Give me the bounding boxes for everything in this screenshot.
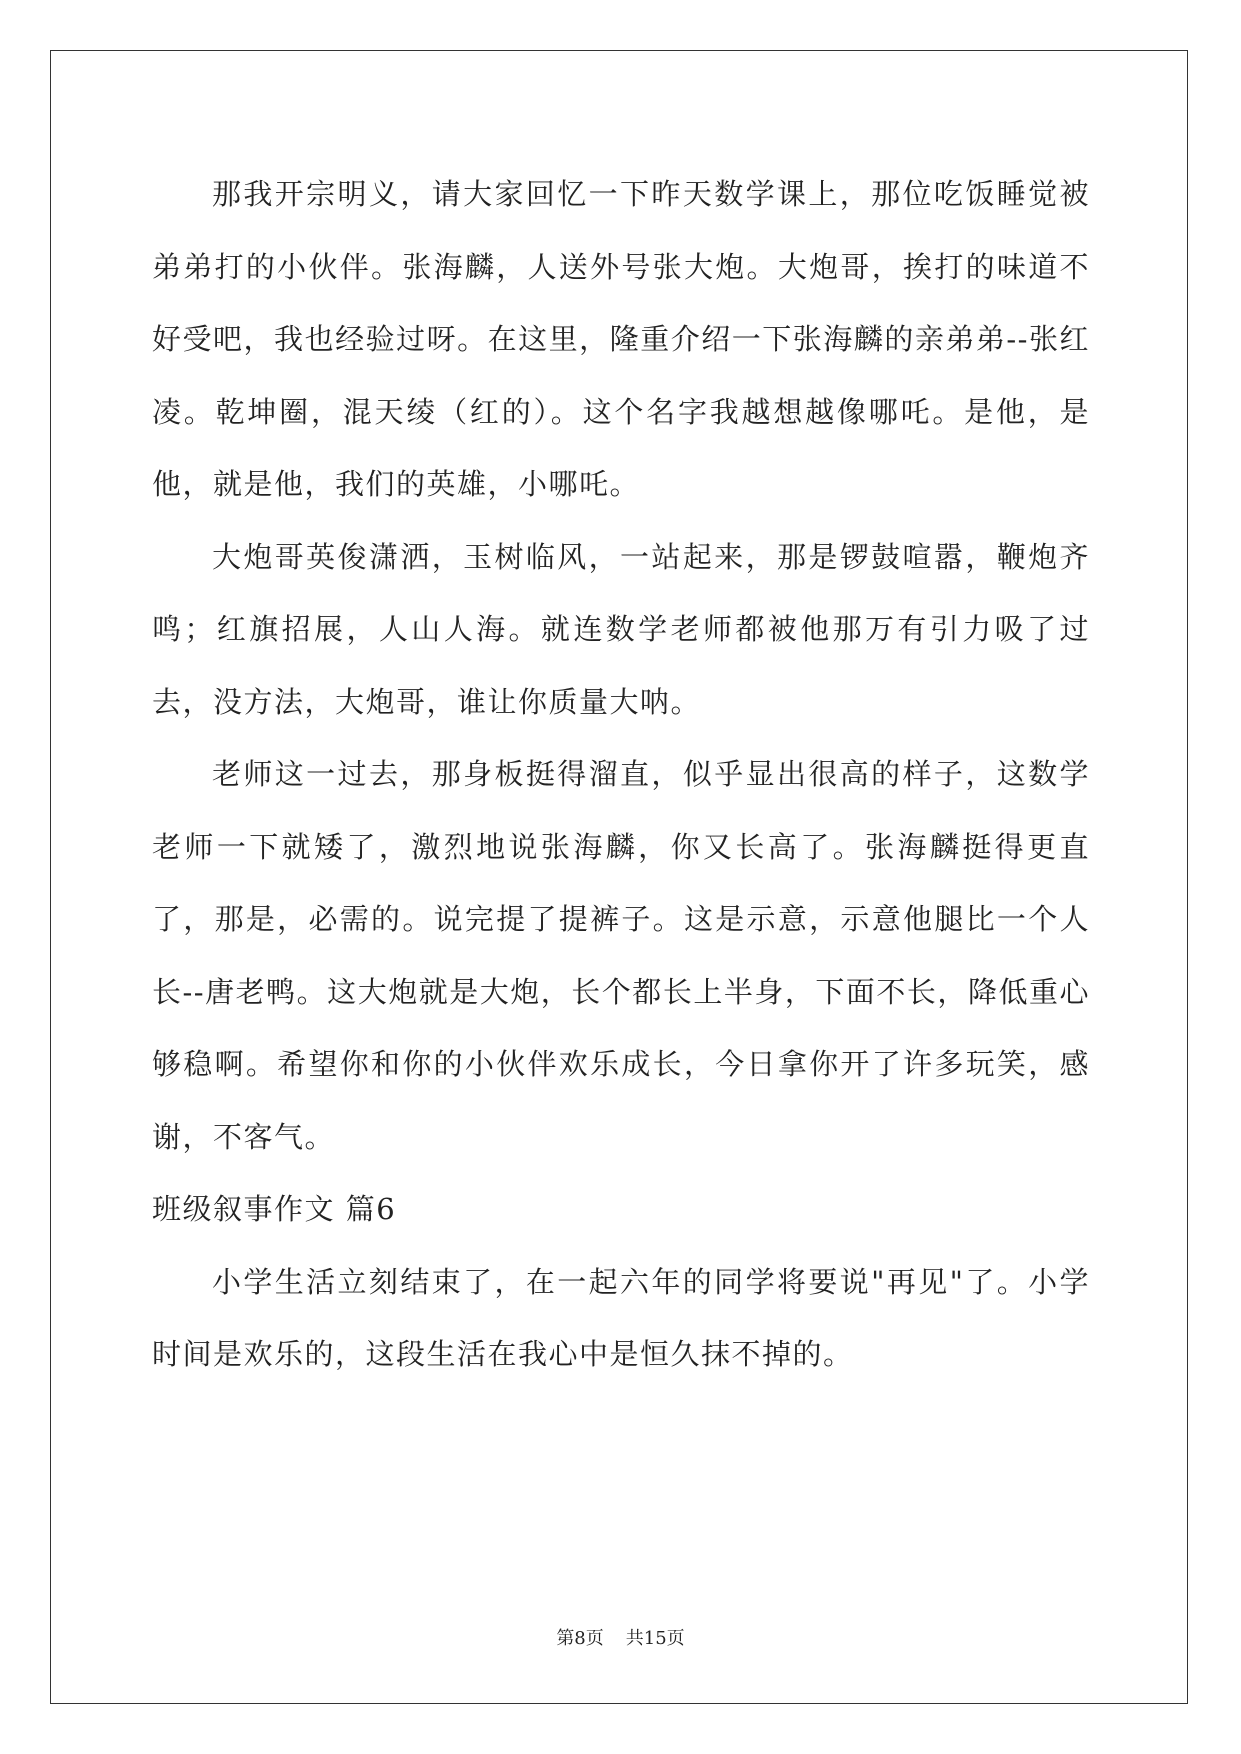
paragraph-1: 那我开宗明义，请大家回忆一下昨天数学课上，那位吃饭睡觉被弟弟打的小伙伴。张海麟，人送外号张大炮。大炮哥，挨打的味道不好受吧，我也经验过呀。在这里，隆重介绍一下张海麟的亲弟弟--张红凌。乾坤圈，混天绫（红的）。这个名字我越想越像哪吒。是他，是他，就是他，我们的英雄，小哪吒。 [152,177,1090,501]
section-heading: 班级叙事作文 篇6 [152,1192,397,1226]
document-body [152,158,1090,1391]
paragraph-2: 大炮哥英俊潇洒，玉树临风，一站起来，那是锣鼓喧嚣，鞭炮齐鸣；红旗招展，人山人海。就连数学老师都被他那万有引力吸了过去，没方法，大炮哥，谁让你质量大呐。 [152,539,1090,719]
page-number-current: 第8页 [556,1628,604,1649]
paragraph-3: 老师这一过去，那身板挺得溜直，似乎显出很高的样子，这数学老师一下就矮了，激烈地说张海麟，你又长高了。张海麟挺得更直了，那是，必需的。说完提了提裤子。这是示意，示意他腿比一个人长--唐老鸭。这大炮就是大炮，长个都长上半身，下面不长，降低重心够稳啊。希望你和你的小伙伴欢乐成长，今日拿你开了许多玩笑，感谢，不客气。 [152,757,1090,1154]
paragraph-4: 小学生活立刻结束了，在一起六年的同学将要说"再见"了。小学时间是欢乐的，这段生活在我心中是恒久抹不掉的。 [152,1264,1090,1371]
page-footer [0,1624,1241,1650]
page-number-total: 共15页 [625,1628,685,1649]
